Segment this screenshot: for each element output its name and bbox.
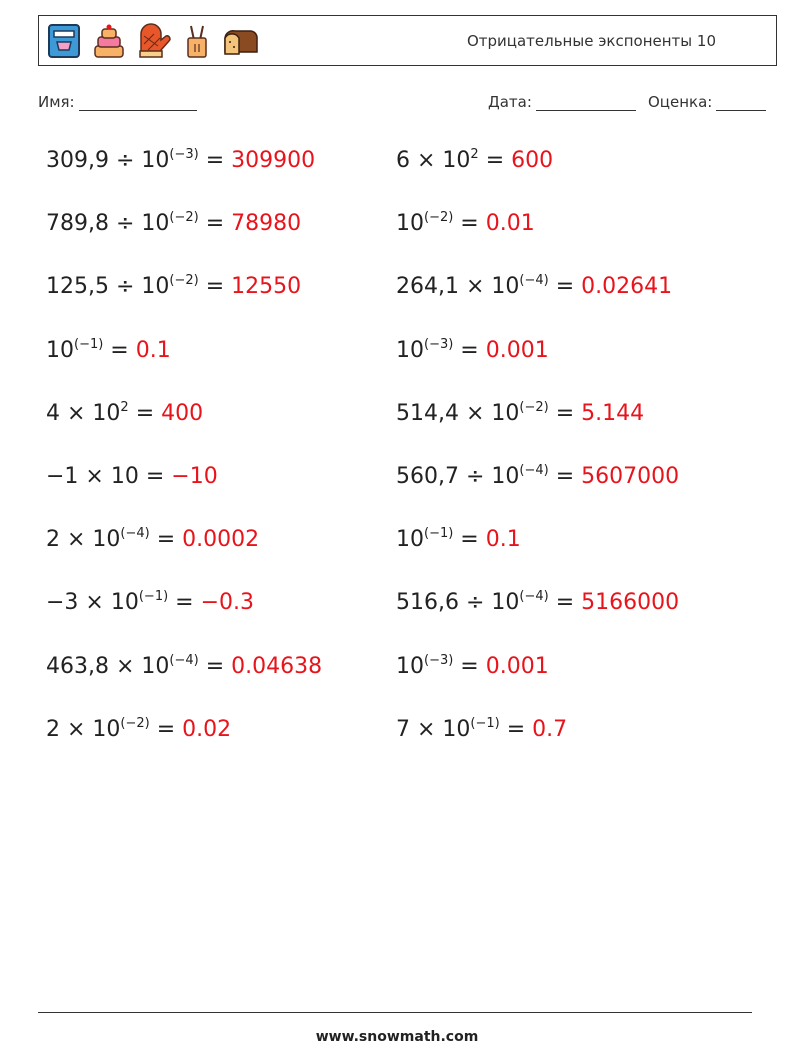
name-field <box>38 93 197 111</box>
exponent: (−2) <box>519 400 549 415</box>
problem-item <box>396 401 644 426</box>
answer: 78980 <box>231 211 302 236</box>
problem-expression <box>396 148 511 173</box>
problem-expression <box>46 590 201 615</box>
problem-expression <box>46 274 231 299</box>
worksheet-title: Отрицательные экспоненты 10 <box>466 32 716 50</box>
answer: 309900 <box>231 148 316 173</box>
equals-sign: = <box>453 654 486 679</box>
exponent: (−1) <box>424 526 454 541</box>
expression-base: 10 <box>396 654 424 679</box>
equals-sign: = <box>138 464 172 489</box>
problem-item <box>396 590 679 615</box>
problem-item <box>46 148 315 173</box>
problem-item <box>396 148 553 173</box>
exponent: (−3) <box>424 653 454 668</box>
exponent: (−3) <box>424 337 454 352</box>
answer: 0.04638 <box>231 654 323 679</box>
answer: 0.001 <box>485 654 549 679</box>
problem-item <box>46 338 171 363</box>
equals-sign: = <box>168 590 201 615</box>
expression-base: 789,8 ÷ 10 <box>46 211 170 236</box>
expression-base: 264,1 × 10 <box>396 274 520 299</box>
expression-base: −3 × 10 <box>46 590 139 615</box>
utensils-jar-icon <box>177 22 217 60</box>
problem-item <box>396 717 567 742</box>
exponent: (−2) <box>424 210 454 225</box>
date-label: Дата: <box>488 93 532 111</box>
answer: 0.1 <box>135 338 171 363</box>
answer: 0.02641 <box>581 274 673 299</box>
expression-base: 10 <box>396 338 424 363</box>
problem-item <box>46 717 231 742</box>
problem-expression <box>46 654 231 679</box>
bread-icon <box>221 22 261 60</box>
answer: −0.3 <box>200 590 255 615</box>
problem-item <box>396 464 679 489</box>
equals-sign: = <box>548 274 582 299</box>
problem-item <box>396 211 535 236</box>
problem-expression <box>46 717 182 742</box>
problem-expression <box>46 464 171 489</box>
expression-base: 560,7 ÷ 10 <box>396 464 520 489</box>
equals-sign: = <box>453 211 486 236</box>
equals-sign: = <box>453 527 486 552</box>
grade-label: Оценка: <box>648 93 713 111</box>
problem-item <box>46 654 322 679</box>
problem-item <box>46 464 218 489</box>
answer: 0.01 <box>485 211 535 236</box>
problem-item <box>396 654 549 679</box>
expression-base: 6 × 10 <box>396 148 471 173</box>
answer: 0.02 <box>182 717 232 742</box>
answer: 0.0002 <box>182 527 260 552</box>
expression-base: 125,5 ÷ 10 <box>46 274 170 299</box>
answer: 0.001 <box>485 338 549 363</box>
mixer-icon <box>45 22 85 60</box>
answer: 5607000 <box>581 464 680 489</box>
problem-expression <box>396 464 581 489</box>
exponent: (−4) <box>519 273 549 288</box>
exponent: (−1) <box>74 337 104 352</box>
answer: 0.7 <box>532 717 568 742</box>
exponent: 2 <box>120 400 129 415</box>
name-label: Имя: <box>38 93 75 111</box>
exponent: (−2) <box>169 210 199 225</box>
problem-expression <box>396 590 581 615</box>
exponent: (−2) <box>120 716 150 731</box>
expression-base: 516,6 ÷ 10 <box>396 590 520 615</box>
exponent: (−2) <box>169 273 199 288</box>
expression-base: 514,4 × 10 <box>396 401 520 426</box>
problem-expression <box>396 338 486 363</box>
equals-sign: = <box>499 717 533 742</box>
grade-blank[interactable] <box>716 96 766 111</box>
expression-base: 2 × 10 <box>46 717 121 742</box>
problem-item <box>46 527 259 552</box>
answer: 400 <box>161 401 204 426</box>
name-blank[interactable] <box>79 96 197 111</box>
equals-sign: = <box>198 654 232 679</box>
answer: 5166000 <box>581 590 680 615</box>
problem-expression <box>396 401 581 426</box>
problem-expression <box>396 654 486 679</box>
equals-sign: = <box>548 464 582 489</box>
problem-expression <box>396 527 486 552</box>
problem-item <box>396 274 672 299</box>
problem-expression <box>46 338 136 363</box>
equals-sign: = <box>198 148 232 173</box>
equals-sign: = <box>548 401 582 426</box>
date-field <box>488 93 636 111</box>
expression-base: 7 × 10 <box>396 717 471 742</box>
exponent: (−4) <box>519 463 549 478</box>
exponent: (−4) <box>120 526 150 541</box>
answer: 600 <box>511 148 554 173</box>
equals-sign: = <box>149 527 183 552</box>
problem-expression <box>396 717 532 742</box>
date-blank[interactable] <box>536 96 636 111</box>
header-icons <box>45 22 261 60</box>
exponent: (−1) <box>138 589 169 604</box>
exponent: 2 <box>470 147 479 162</box>
problem-item <box>396 527 521 552</box>
grade-field <box>648 93 766 111</box>
footer-url: www.snowmath.com <box>315 1029 479 1045</box>
problem-item <box>46 211 301 236</box>
expression-base: 10 <box>396 211 424 236</box>
oven-mitt-icon <box>133 22 173 60</box>
footer-divider <box>38 1012 752 1013</box>
cake-icon <box>89 22 129 60</box>
answer: 5.144 <box>581 401 645 426</box>
expression-base: 10 <box>396 527 424 552</box>
equals-sign: = <box>128 401 162 426</box>
problem-expression <box>46 401 161 426</box>
exponent: (−4) <box>169 653 199 668</box>
equals-sign: = <box>548 590 582 615</box>
answer: 0.1 <box>485 527 521 552</box>
problem-item <box>396 338 549 363</box>
problem-item <box>46 590 254 615</box>
equals-sign: = <box>478 148 512 173</box>
equals-sign: = <box>453 338 486 363</box>
problem-expression <box>396 211 486 236</box>
answer: −10 <box>171 464 218 489</box>
problem-item <box>46 274 301 299</box>
exponent: (−1) <box>470 716 500 731</box>
expression-base: 309,9 ÷ 10 <box>46 148 170 173</box>
expression-base: 2 × 10 <box>46 527 121 552</box>
problem-expression <box>46 527 182 552</box>
problem-item <box>46 401 203 426</box>
equals-sign: = <box>103 338 136 363</box>
exponent: (−3) <box>169 147 199 162</box>
worksheet-header <box>38 15 777 66</box>
problem-expression <box>46 211 231 236</box>
equals-sign: = <box>198 274 232 299</box>
expression-base: −1 × 10 <box>46 464 139 489</box>
expression-base: 463,8 × 10 <box>46 654 170 679</box>
equals-sign: = <box>149 717 183 742</box>
answer: 12550 <box>231 274 302 299</box>
expression-base: 4 × 10 <box>46 401 121 426</box>
exponent: (−4) <box>519 589 549 604</box>
expression-base: 10 <box>46 338 74 363</box>
problem-expression <box>396 274 581 299</box>
equals-sign: = <box>198 211 232 236</box>
problem-expression <box>46 148 231 173</box>
